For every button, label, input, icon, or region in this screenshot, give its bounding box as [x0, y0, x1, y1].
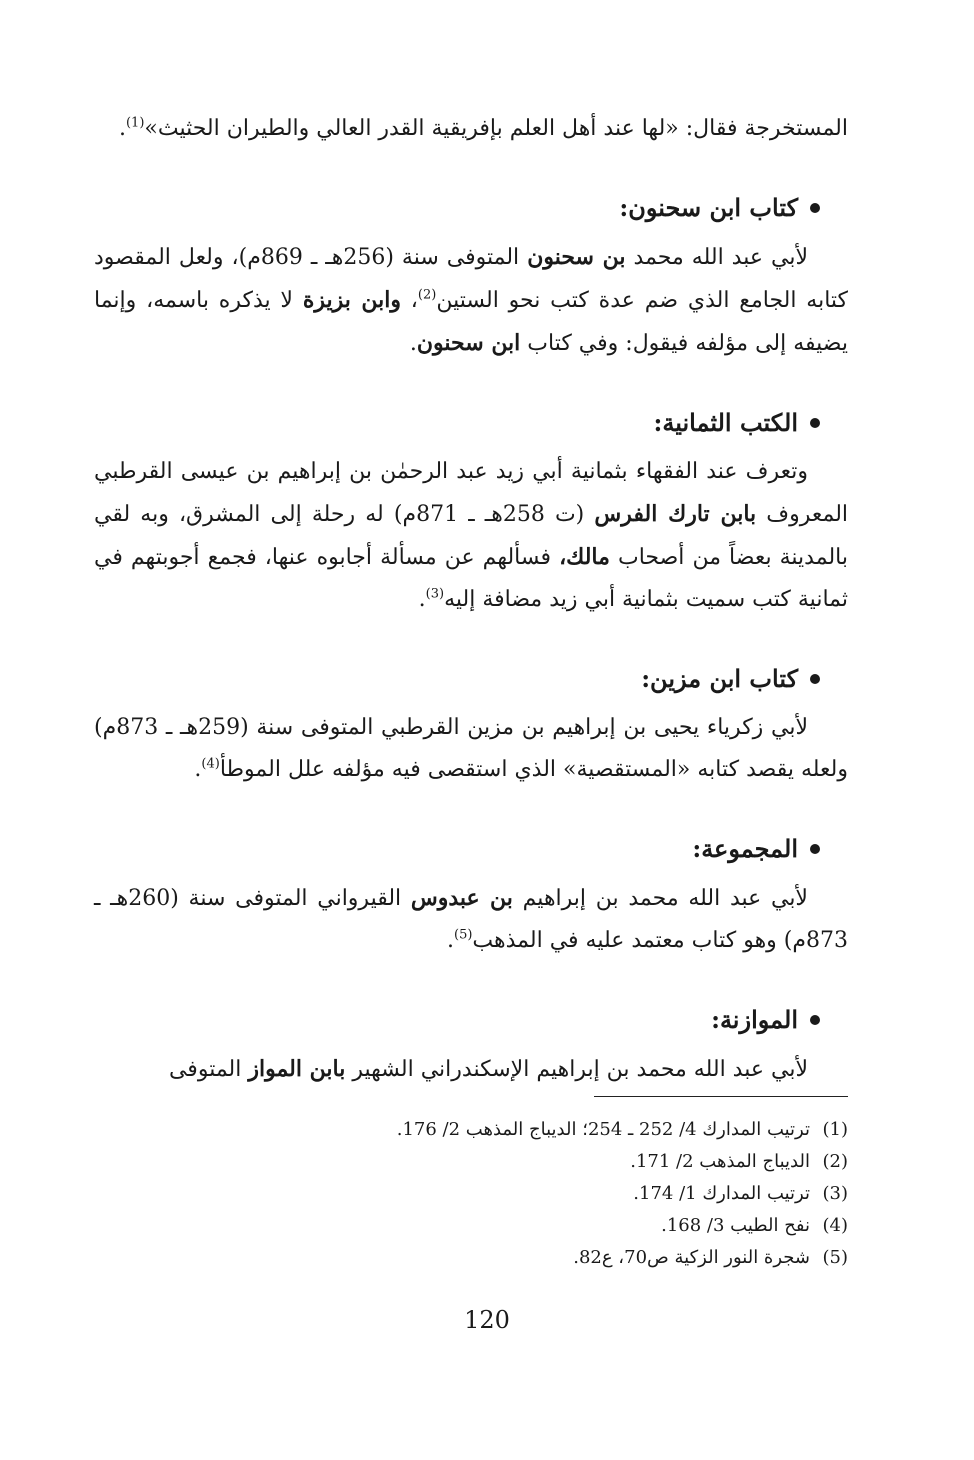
- text-run: القيرواني المتوفى سنة (260هـ ـ 873م) وهو كتاب معتمد عليه في المذهب: [94, 886, 848, 953]
- bold-name: مالك،: [559, 544, 610, 570]
- paragraph-ibn-sahnun: [94, 236, 848, 365]
- bullet-icon: [810, 844, 820, 854]
- footnote-number: (2): [822, 1151, 848, 1172]
- text-run: لأبي عبد الله محمد بن إبراهيم الإسكندراني الشهير: [345, 1057, 808, 1082]
- intro-text: المستخرجة فقال: «لها عند أهل العلم بإفريقية القدر العالي والطيران الحثيث»: [144, 116, 848, 141]
- section-heading-thamaniya: [94, 403, 848, 443]
- footnote-text: الديباج المذهب 2/ 171.: [630, 1151, 810, 1172]
- footnote-item: [94, 1242, 848, 1274]
- footnote-item: [94, 1114, 848, 1146]
- footnote-number: (3): [822, 1183, 848, 1204]
- section-heading-majmua: [94, 829, 848, 869]
- bold-name: ابن سحنون: [416, 330, 521, 356]
- footnote-ref-2: (2): [417, 287, 437, 303]
- text-run: .: [446, 928, 454, 953]
- heading-text: كتاب ابن مزين:: [641, 664, 798, 693]
- bullet-icon: [810, 203, 820, 213]
- footnote-item: [94, 1210, 848, 1242]
- footnote-text: ترتيب المدارك 4/ 252 ـ 254؛ الديباج المذهب 2/ 176.: [396, 1119, 810, 1140]
- heading-text: الكتب الثمانية:: [653, 408, 798, 437]
- text-run: وتعرف عند الفقهاء بثمانية أبي زيد عبد الرحمٰن بن إبراهيم بن عيسى القرطبي المعروف: [94, 459, 849, 527]
- bullet-icon: [810, 674, 820, 684]
- footnote-ref-5: (5): [453, 927, 473, 943]
- text-run: المتوفى: [168, 1057, 249, 1082]
- bold-name: وابن بزيزة: [302, 287, 401, 313]
- heading-text: كتاب ابن سحنون:: [619, 193, 798, 222]
- page-number: 120: [464, 1306, 510, 1334]
- section-heading-ibn-muzayn: [94, 659, 848, 699]
- text-run: (ت 258هـ ـ 871م) له رحلة إلى المشرق، وبه لقي بالمدينة بعضاً من أصحاب: [94, 502, 848, 570]
- intro-end: .: [118, 116, 126, 141]
- intro-paragraph: [94, 108, 848, 150]
- footnote-item: [94, 1178, 848, 1210]
- footnote-number: (1): [822, 1119, 848, 1140]
- footnotes: [94, 1114, 848, 1274]
- paragraph-ibn-muzayn: [94, 707, 848, 791]
- text-run: المتوفى سنة (256هـ ـ 869م)، ولعل المقصود كتابه الجامع الذي ضم عدة كتب نحو الستين: [94, 245, 849, 313]
- footnote-number: (4): [822, 1215, 848, 1236]
- bullet-icon: [810, 418, 820, 428]
- heading-text: المجموعة:: [692, 834, 798, 863]
- footnote-item: [94, 1146, 848, 1178]
- footnote-number: (5): [822, 1247, 848, 1268]
- text-run: فسألهم عن مسألة أجابوه عنها، فجمع أجوبتهم في ثمانية كتب سميت بثمانية أبي زيد مضافة إليه: [94, 545, 848, 612]
- text-run: لأبي زكرياء يحيى بن إبراهيم بن مزين القرطبي المتوفى سنة (259هـ ـ 873م) ولعله يقصد كتابه «المستقصية» الذي استقصى فيه مؤلفه علل الموطأ: [94, 715, 848, 782]
- paragraph-majmua: [94, 877, 848, 962]
- bold-name: بن سحنون: [527, 244, 626, 270]
- text-run: .: [409, 331, 417, 356]
- footnote-ref-3: (3): [425, 586, 445, 602]
- text-run: لأبي عبد الله محمد: [625, 245, 809, 270]
- footnote-text: ترتيب المدارك 1/ 174.: [633, 1183, 810, 1204]
- footnote-text: شجرة النور الزكية ص70، ع82.: [573, 1247, 810, 1268]
- section-heading-muwazana: [94, 1000, 848, 1040]
- heading-text: الموازنة:: [711, 1005, 798, 1034]
- text-run: ،: [400, 288, 418, 313]
- bullet-icon: [810, 1015, 820, 1025]
- footnote-divider: [594, 1096, 848, 1097]
- text-run: لا يذكره باسمه، وإنما يضيفه إلى مؤلفه فيقول: وفي كتاب: [94, 288, 848, 356]
- footnote-ref-1: (1): [125, 115, 145, 131]
- text-run: .: [194, 757, 202, 782]
- bold-name: بابن المواز: [248, 1056, 346, 1082]
- footnote-ref-4: (4): [201, 756, 220, 772]
- section-heading-ibn-sahnun: [94, 188, 848, 228]
- footnote-text: نفح الطيب 3/ 168.: [661, 1215, 810, 1236]
- bold-name: بن عبدوس: [410, 885, 513, 911]
- bold-name: بابن تارك الفرس: [594, 501, 757, 527]
- text-run: .: [418, 587, 426, 612]
- paragraph-thamaniya: [94, 451, 848, 621]
- text-run: لأبي عبد الله محمد بن إبراهيم: [512, 886, 808, 911]
- paragraph-muwazana: [94, 1048, 848, 1091]
